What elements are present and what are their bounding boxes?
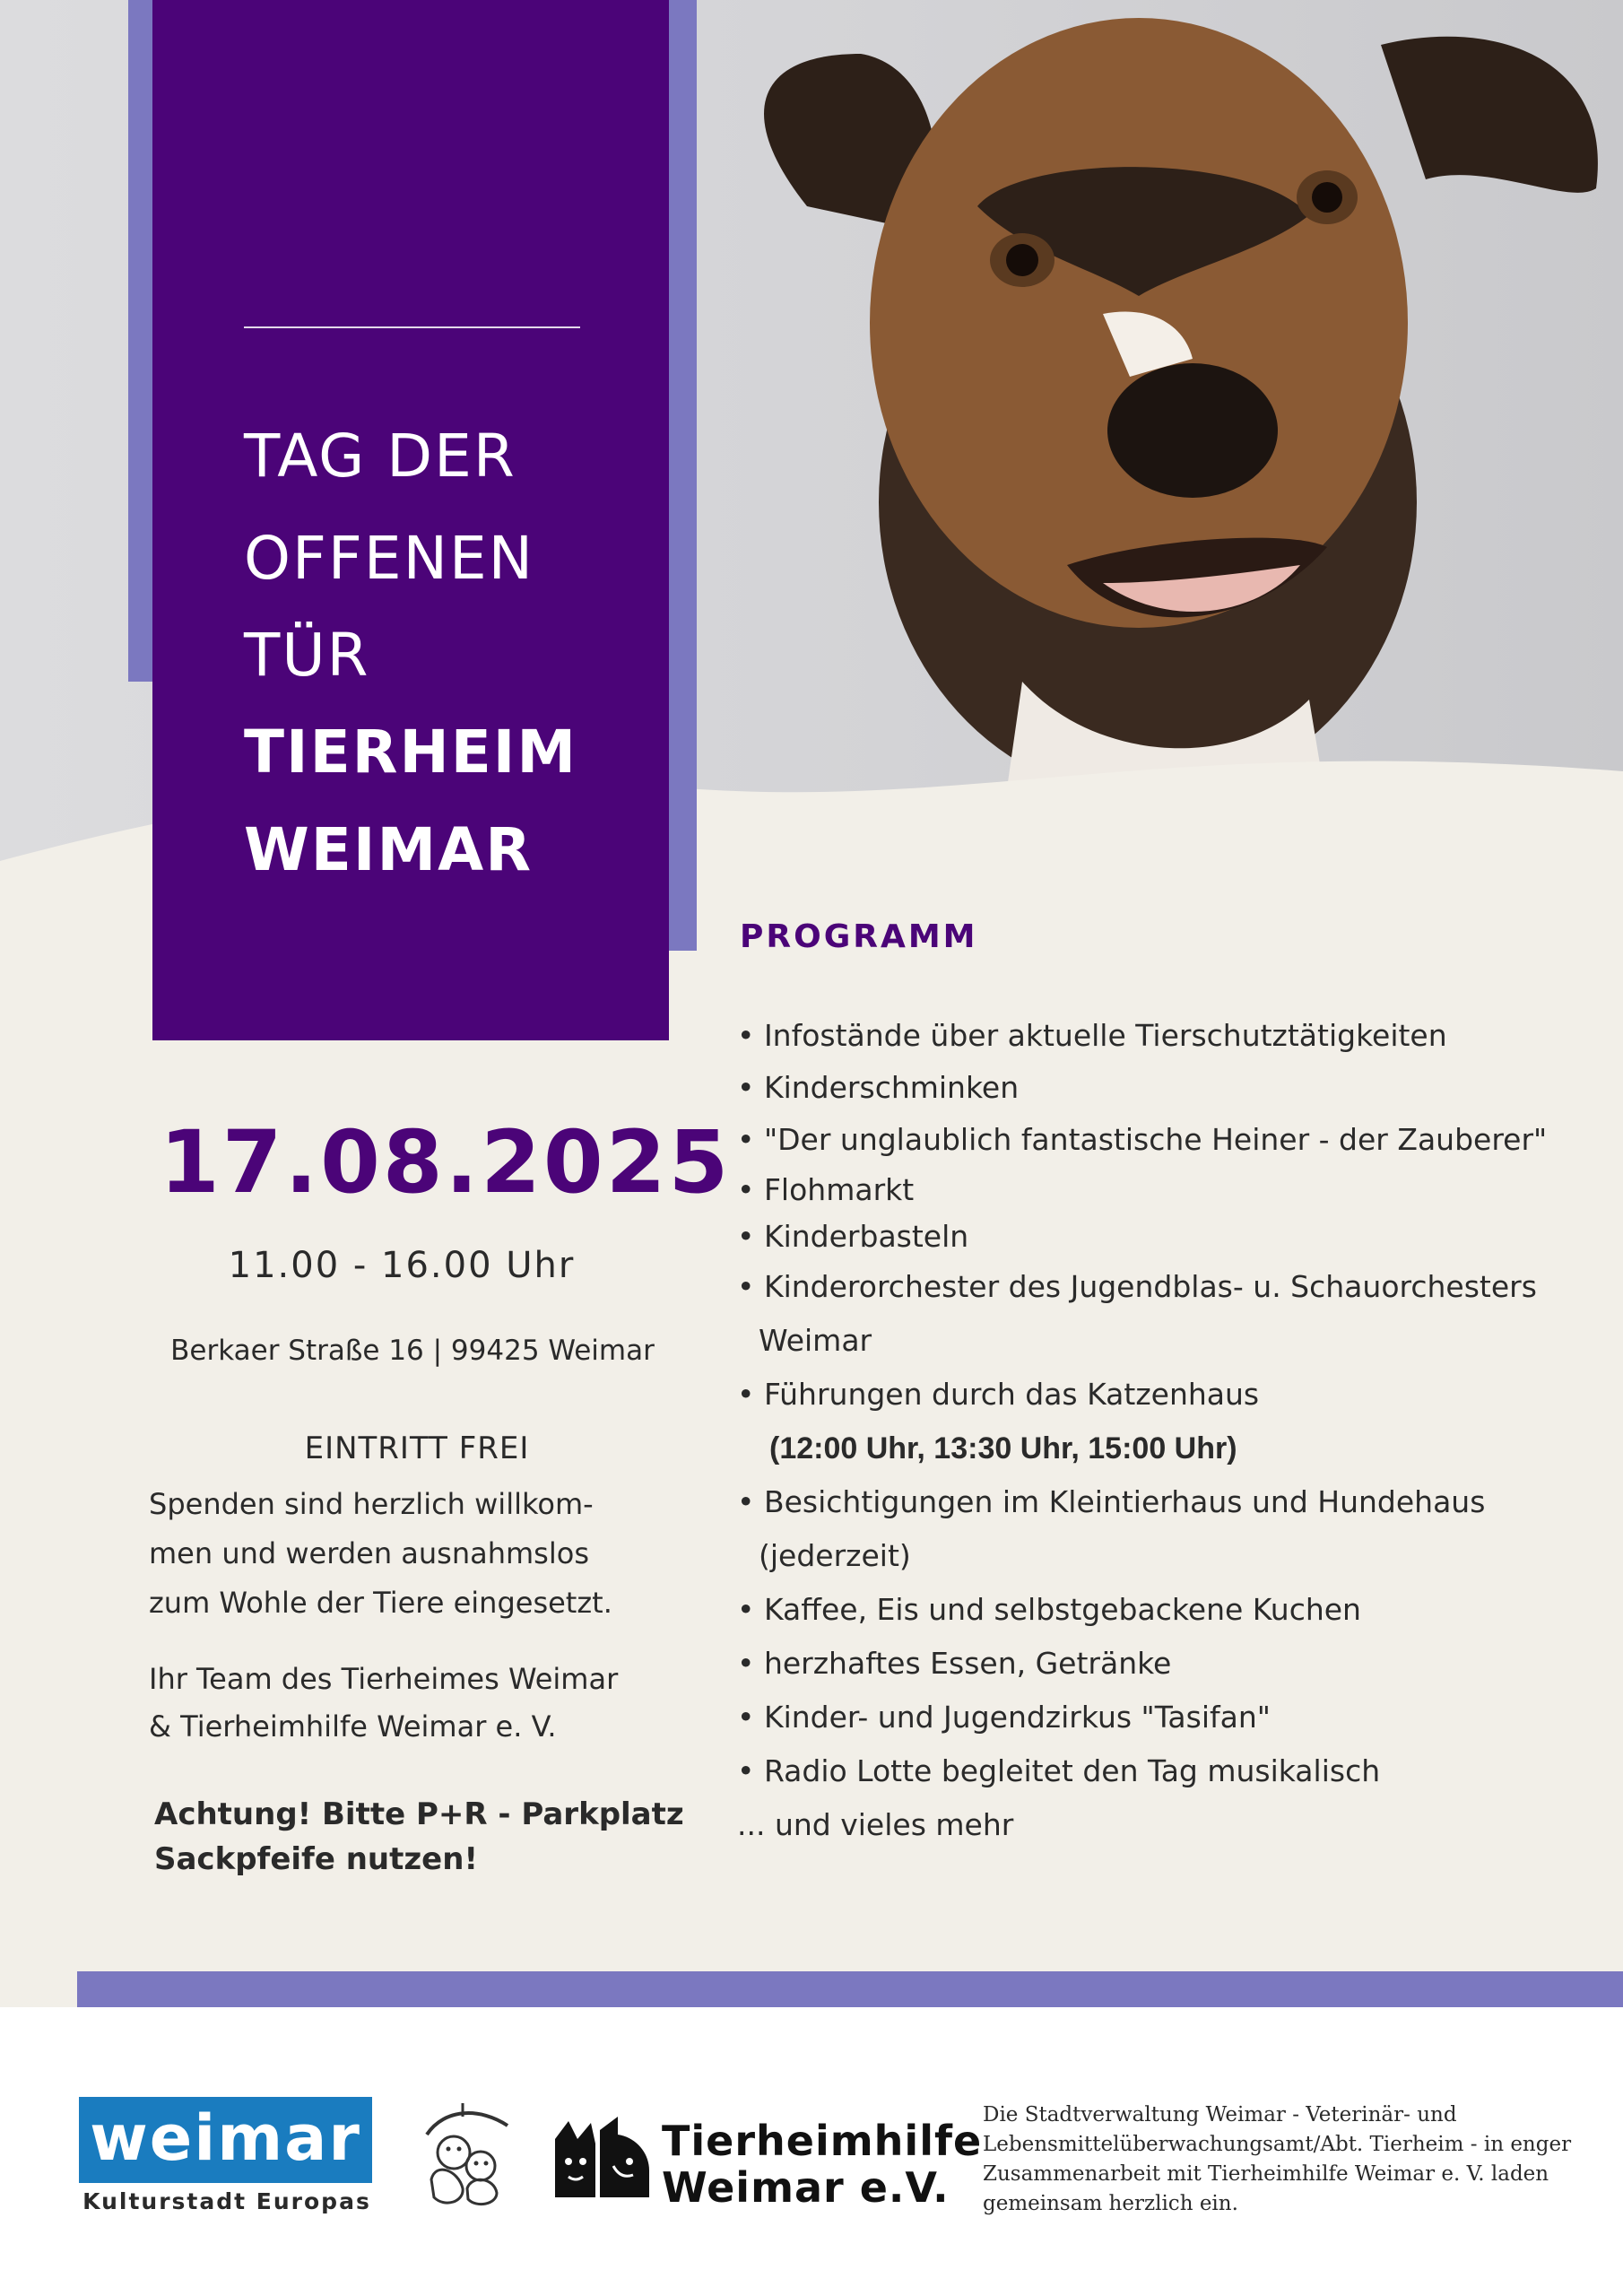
tierheimhilfe-name-line2: Weimar e.V. [662, 2163, 950, 2212]
title-line-3: TÜR [244, 621, 370, 690]
program-item-continuation: (jederzeit) [759, 1538, 911, 1573]
program-item: • Flohmarkt [737, 1172, 915, 1207]
title-panel [152, 0, 669, 1040]
title-divider [244, 326, 580, 328]
title-line-5: WEIMAR [244, 815, 534, 884]
accent-strip-right [668, 0, 697, 951]
team-line: & Tierheimhilfe Weimar e. V. [149, 1709, 557, 1744]
donation-line: zum Wohle der Tiere eingesetzt. [149, 1586, 612, 1620]
footer-note-line: Die Stadtverwaltung Weimar - Veterinär- und [983, 2103, 1457, 2126]
tierheimhilfe-logo-icon [551, 2112, 656, 2202]
weimar-tagline: Kulturstadt Europas [82, 2188, 371, 2214]
event-address: Berkaer Straße 16 | 99425 Weimar [170, 1335, 655, 1367]
event-date: 17.08.2025 [160, 1112, 732, 1213]
entry-heading: EINTRITT FREI [304, 1431, 530, 1466]
parking-warning [154, 1792, 692, 1882]
donation-line: men und werden ausnahmslos [149, 1536, 589, 1570]
footer-note-line: Lebensmittelüberwachungsamt/Abt. Tierheim - in enger [983, 2133, 1572, 2156]
program-item: • Kaffee, Eis und selbstgebackene Kuchen [737, 1592, 1361, 1627]
title-line-4: TIERHEIM [244, 718, 578, 787]
title-line-2: OFFENEN [244, 524, 535, 593]
footer-note-line: gemeinsam herzlich ein. [983, 2192, 1238, 2215]
tierheim-emblem-icon [409, 2099, 516, 2215]
donation-line: Spenden sind herzlich willkom- [149, 1487, 594, 1521]
program-heading: PROGRAMM [740, 918, 978, 955]
program-item-continuation: Weimar [759, 1323, 872, 1358]
warning-line: Sackpfeife nutzen! [154, 1841, 478, 1877]
accent-strip-left [128, 0, 155, 682]
program-item: • Radio Lotte begleitet den Tag musikalisch [737, 1753, 1381, 1788]
team-signature [149, 1656, 669, 1751]
program-item: • Kinder- und Jugendzirkus "Tasifan" [737, 1700, 1271, 1735]
program-list [737, 1009, 1607, 1852]
program-item: • Kinderbasteln [737, 1219, 969, 1254]
program-item: • "Der unglaublich fantastische Heiner - der Zauberer" [737, 1122, 1548, 1157]
footer-note [983, 2100, 1610, 2219]
bottom-accent-bar [77, 1971, 1623, 2007]
program-item-times: (12:00 Uhr, 13:30 Uhr, 15:00 Uhr) [769, 1431, 1237, 1465]
program-item: • Kinderorchester des Jugendblas- u. Schauorchesters [737, 1269, 1537, 1304]
program-item: • Führungen durch das Katzenhaus [737, 1377, 1260, 1412]
program-item-closing: ... und vieles mehr [737, 1807, 1014, 1842]
program-item: • Kinderschminken [737, 1070, 1020, 1105]
team-line: Ihr Team des Tierheimes Weimar [149, 1662, 619, 1696]
event-time: 11.00 - 16.00 Uhr [228, 1245, 576, 1286]
donation-text [149, 1480, 669, 1628]
footer-note-line: Zusammenarbeit mit Tierheimhilfe Weimar e. V. laden [983, 2162, 1549, 2186]
program-item: • Infostände über aktuelle Tierschutztätigkeiten [737, 1018, 1447, 1053]
program-item: • Besichtigungen im Kleintierhaus und Hundehaus [737, 1484, 1486, 1519]
weimar-logo: weimar [79, 2097, 372, 2183]
title-line-1: TAG DER [244, 422, 516, 491]
tierheimhilfe-name-line1: Tierheimhilfe [662, 2117, 983, 2165]
warning-line: Achtung! Bitte P+R - Parkplatz [154, 1796, 684, 1832]
program-item: • herzhaftes Essen, Getränke [737, 1646, 1172, 1681]
